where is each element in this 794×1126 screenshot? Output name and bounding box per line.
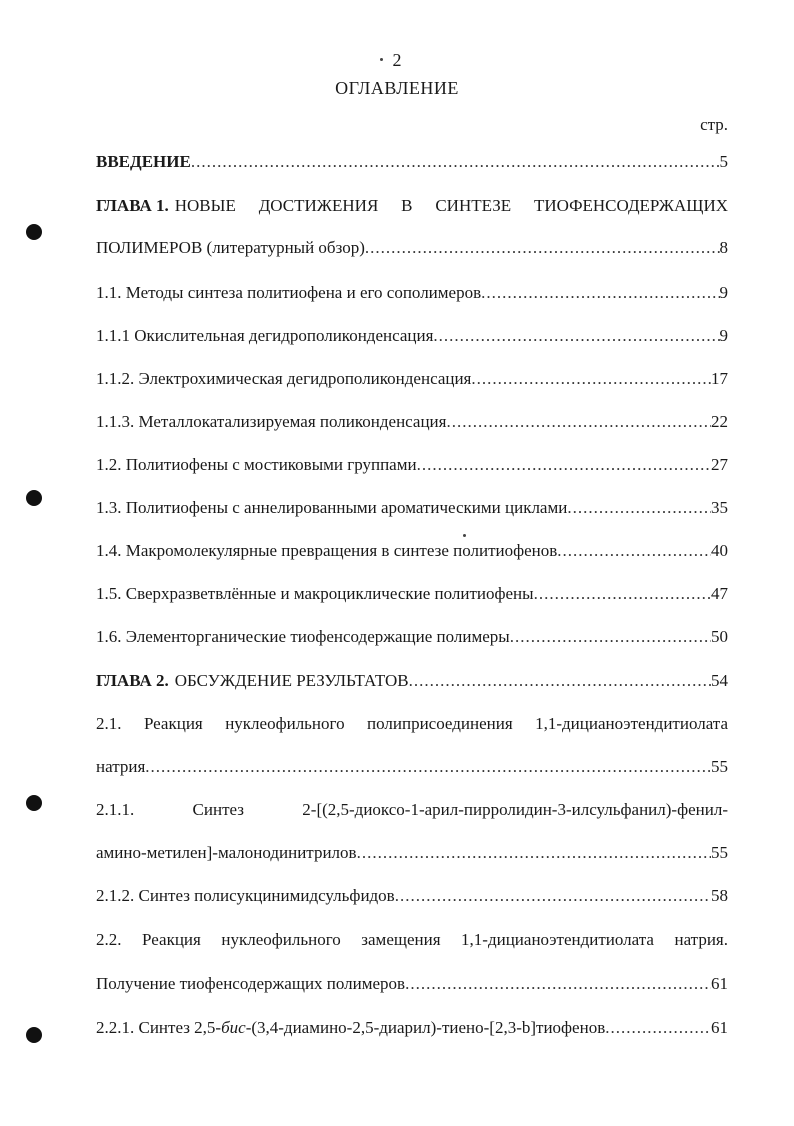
toc-entry-page: 55 (711, 843, 728, 862)
toc-entry-title: 1.1.3. Металлокатализируемая поликонденсация (96, 412, 447, 431)
toc-entry-title-italic: бис (221, 1018, 246, 1037)
toc-entry-page: 17 (711, 369, 728, 388)
toc-entry-title-start: 2.2.1. Синтез 2,5- (96, 1018, 222, 1037)
toc-entry (96, 326, 728, 352)
toc-entry-2-2-1 (96, 1018, 728, 1044)
toc-entry-page: 54 (711, 671, 728, 690)
toc-entry (96, 627, 728, 653)
page-number: 2 (392, 50, 402, 70)
toc-entry-chapter-2 (96, 671, 728, 697)
toc-entry-title: 2-[(2,5-диоксо-1-арил-пирролидин-3-илсульфанил)-фенил- (302, 800, 728, 819)
toc-chapter-prefix: ГЛАВА 1. (96, 196, 169, 215)
scan-speck (380, 58, 383, 61)
toc-entry-word: Синтез (192, 800, 244, 819)
toc-entry-page: 9 (719, 326, 728, 345)
scan-speck (463, 534, 466, 537)
toc-entry-title: 1.5. Сверхразветвлённые и макроциклические политиофены (96, 584, 534, 603)
toc-entry-page: 40 (711, 541, 728, 560)
toc-entry (96, 498, 728, 524)
toc-entry-page: 9 (719, 283, 728, 302)
toc-entry-title: натрия (96, 757, 146, 776)
toc-entry (96, 584, 728, 610)
toc-entry-intro (96, 152, 728, 178)
toc-entry-page: 22 (711, 412, 728, 431)
toc-entry-title: 1.1.1 Окислительная дегидрополиконденсация (96, 326, 434, 345)
toc-entry (96, 283, 728, 309)
toc-entry-title: НОВЫЕ ДОСТИЖЕНИЯ В СИНТЕЗЕ ТИОФЕНСОДЕРЖАЩИХ (174, 196, 728, 215)
toc-entry-page: 61 (711, 1018, 728, 1037)
toc-entry-title: 1.4. Макромолекулярные превращения в синтезе политиофенов (96, 541, 558, 560)
toc-entry-title: 1.6. Элементорганические тиофенсодержащие полимеры (96, 627, 510, 646)
toc-entry-2-1 (96, 714, 728, 740)
toc-entry-title-end: -(3,4-диамино-2,5-диарил)-тиено-[2,3-b]тиофенов (245, 1018, 606, 1037)
toc-entry-page: 35 (711, 498, 728, 517)
toc-entry-title: ВВЕДЕНИЕ (96, 152, 191, 171)
toc-entry (96, 369, 728, 395)
toc-entry-title: 1.2. Политиофены с мостиковыми группами (96, 455, 417, 474)
toc-entry (96, 886, 728, 912)
toc-chapter-prefix: ГЛАВА 2. (96, 671, 169, 690)
toc-entry-page: 47 (711, 584, 728, 603)
page-column-label: стр. (700, 115, 728, 134)
toc-entry-page: 27 (711, 455, 728, 474)
toc-entry-page: 50 (711, 627, 728, 646)
toc-entry-2-1-cont (96, 757, 728, 783)
page-title: ОГЛАВЛЕНИЕ (335, 78, 459, 98)
toc-entry-2-1-1-cont (96, 843, 728, 869)
toc-entry-page: 5 (719, 152, 728, 171)
toc-entry-title: амино-метилен]-малонодинитрилов (96, 843, 357, 862)
toc-entry-page: 55 (711, 757, 728, 776)
toc-entry-title: ПОЛИМЕРОВ (литературный обзор) (96, 238, 365, 257)
toc-entry-title: Получение тиофенсодержащих полимеров (96, 974, 406, 993)
toc-entry-chapter-1 (96, 196, 728, 222)
toc-entry-page: 8 (719, 238, 728, 257)
toc-entry-title: 1.1.2. Электрохимическая дегидрополиконденсация (96, 369, 472, 388)
toc-entry (96, 541, 728, 567)
toc-entry (96, 455, 728, 481)
toc-entry-2-2 (96, 930, 728, 956)
toc-entry (96, 412, 728, 438)
toc-entry-2-2-cont (96, 974, 728, 1000)
toc-entry-chapter-1-cont (96, 238, 728, 264)
toc-entry-title: 1.1. Методы синтеза политиофена и его сополимеров (96, 283, 482, 302)
toc-entry-page: 58 (711, 886, 728, 905)
toc-entry-title: ОБСУЖДЕНИЕ РЕЗУЛЬТАТОВ (174, 671, 409, 690)
toc-entry-2-1-1 (96, 800, 728, 826)
toc-entry-page: 61 (711, 974, 728, 993)
toc-entry-title: 2.2. Реакция нуклеофильного замещения 1,1-дицианоэтендитиолата натрия. (96, 930, 728, 949)
toc-entry-title: 2.1. Реакция нуклеофильного полиприсоединения 1,1-дицианоэтендитиолата (96, 714, 728, 733)
toc-entry-title: 2.1.2. Синтез полисукцинимидсульфидов (96, 886, 395, 905)
toc-entry-title: 1.3. Политиофены с аннелированными ароматическими циклами (96, 498, 568, 517)
toc-entry-number: 2.1.1. (96, 800, 135, 819)
